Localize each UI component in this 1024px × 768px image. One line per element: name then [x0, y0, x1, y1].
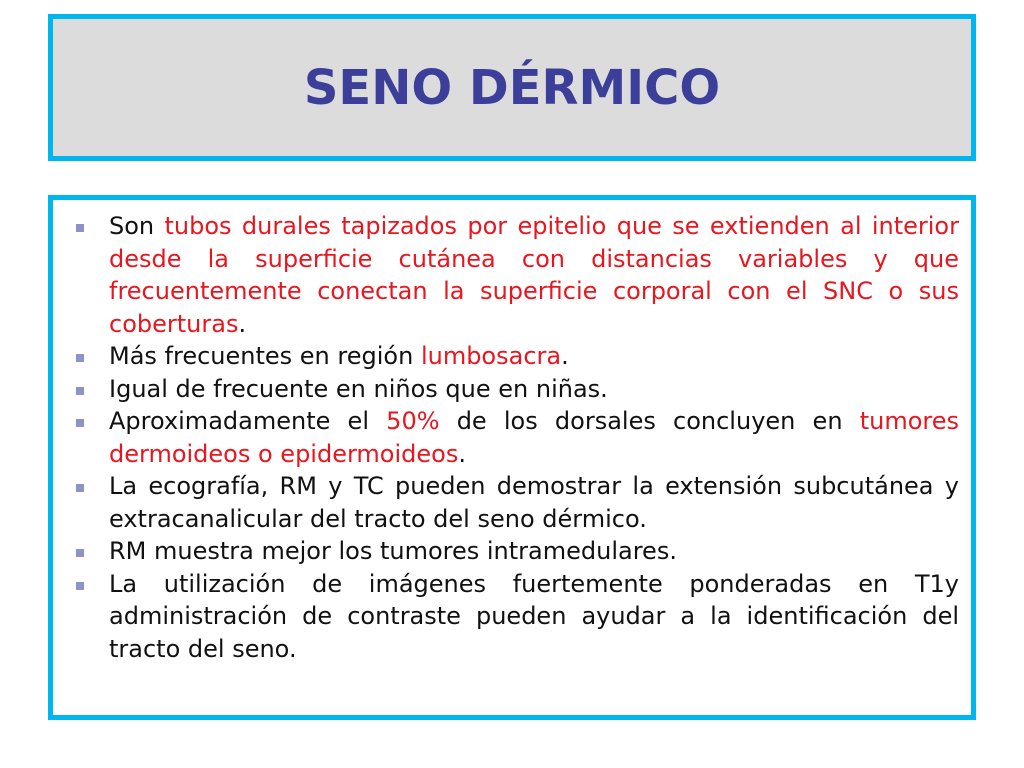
square-bullet-icon: [76, 419, 84, 427]
list-item: Aproximadamente el 50% de los dorsales concluyen en tumores dermoideos o epidermoideos.: [109, 405, 959, 470]
bullet-list: [53, 200, 971, 665]
list-item: RM muestra mejor los tumores intramedulares.: [109, 535, 959, 568]
list-item: Son tubos durales tapizados por epitelio que se extienden al interior desde la superficie cutánea con distancias variables y que frecuentemente conectan la superficie corporal con el SNC o sus coberturas.: [109, 210, 959, 340]
highlighted-text: tumores dermoideos o epidermoideos: [109, 407, 959, 468]
square-bullet-icon: [76, 224, 84, 232]
page-title: SENO DÉRMICO: [303, 59, 721, 116]
square-bullet-icon: [76, 354, 84, 362]
square-bullet-icon: [76, 387, 84, 395]
title-box: [48, 14, 976, 161]
list-item: Igual de frecuente en niños que en niñas.: [109, 373, 959, 406]
content-box: [48, 195, 976, 720]
highlighted-text: lumbosacra: [420, 342, 562, 370]
list-item: La utilización de imágenes fuertemente ponderadas en T1y administración de contraste pueden ayudar a la identificación del tracto del seno.: [109, 568, 959, 666]
list-item: Más frecuentes en región lumbosacra.: [109, 340, 959, 373]
list-item: La ecografía, RM y TC pueden demostrar la extensión subcutánea y extracanalicular del tracto del seno dérmico.: [109, 470, 959, 535]
square-bullet-icon: [76, 582, 84, 590]
square-bullet-icon: [76, 549, 84, 557]
highlighted-text: tubos durales tapizados por epitelio que se extienden al interior desde la superficie cutánea con distancias variables y que frecuentemente conectan la superficie corporal con el SNC o sus coberturas: [109, 212, 959, 338]
square-bullet-icon: [76, 484, 84, 492]
highlighted-text: 50%: [386, 407, 440, 435]
